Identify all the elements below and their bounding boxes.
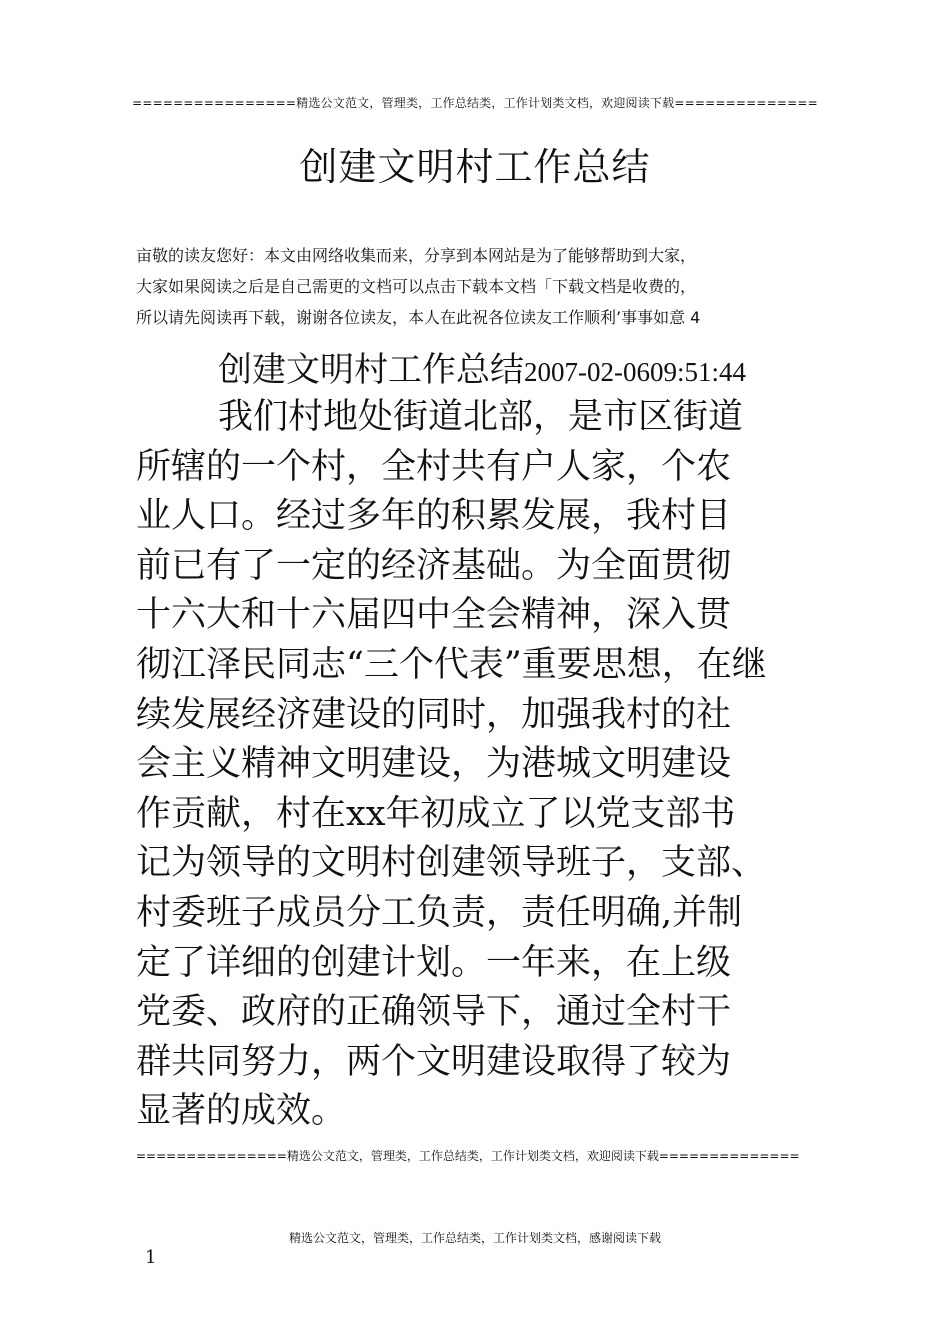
body-line: 彻江泽民同志“三个代表”重要思想，在继: [136, 644, 767, 685]
footer-banner: ===============精选公文范文，管理类，工作总结类，工作计划类文档，欢迎阅读下载==============: [136, 1149, 800, 1163]
footer-note: 精选公文范文，管理类，工作总结类，工作计划类文档，感谢阅读下载: [288, 1231, 661, 1245]
page-title: 创建文明村工作总结: [299, 145, 651, 189]
notice-line: 大家如果阅读之后是自己需更的文档可以点击下载本文档「下载文档是收费的，: [136, 277, 697, 296]
body-line: 村委班子成员分工负责，责任明确,并制: [136, 892, 743, 933]
body-line: 作贡献，村在xx年初成立了以党支部书: [136, 793, 736, 834]
body-line: 十六大和十六届四中全会精神，深入贯: [136, 595, 732, 636]
body-line: 所辖的一个村，全村共有户人家，个农: [136, 446, 732, 487]
body-line: 会主义精神文明建设，为港城文明建设: [136, 744, 732, 785]
page-number: 1: [145, 1247, 157, 1268]
body-line: 我们村地处街道北部，是市区街道: [218, 397, 744, 437]
body-line: 群共同努力，两个文明建设取得了较为: [136, 1041, 732, 1082]
notice-line: 所以请先阅读再下载，谢谢各位读友，本人在此祝各位读友工作顺利’事事如意 4: [136, 308, 701, 327]
body-line: 定了详细的创建计划。一年来，在上级: [136, 942, 732, 983]
article-heading-title: 创建文明村工作总结: [218, 350, 524, 390]
reader-notice: [136, 240, 836, 333]
body-line: 前已有了一定的经济基础。为全面贯彻: [136, 545, 732, 586]
body-line: 党委、政府的正确领导下，通过全村干: [136, 992, 732, 1033]
body-line: 记为领导的文明村创建领导班子，支部、: [136, 843, 767, 884]
body-line: 业人口。经过多年的积累发展，我村目: [136, 496, 732, 537]
notice-line: 亩敬的读友您好：本文由网络收集而来，分享到本网站是为了能够帮助到大家，: [136, 246, 697, 265]
body-line: 显著的成效。: [136, 1091, 347, 1132]
article-date: 2007-02-0609:51:44: [524, 357, 746, 387]
article-heading: [218, 347, 746, 395]
body-line: 续发展经济建设的同时，加强我村的社: [136, 694, 732, 735]
article-body: [136, 393, 836, 1137]
header-banner: ================精选公文范文，管理类，工作总结类，工作计划类文档，欢迎阅读下载==============: [132, 96, 818, 110]
